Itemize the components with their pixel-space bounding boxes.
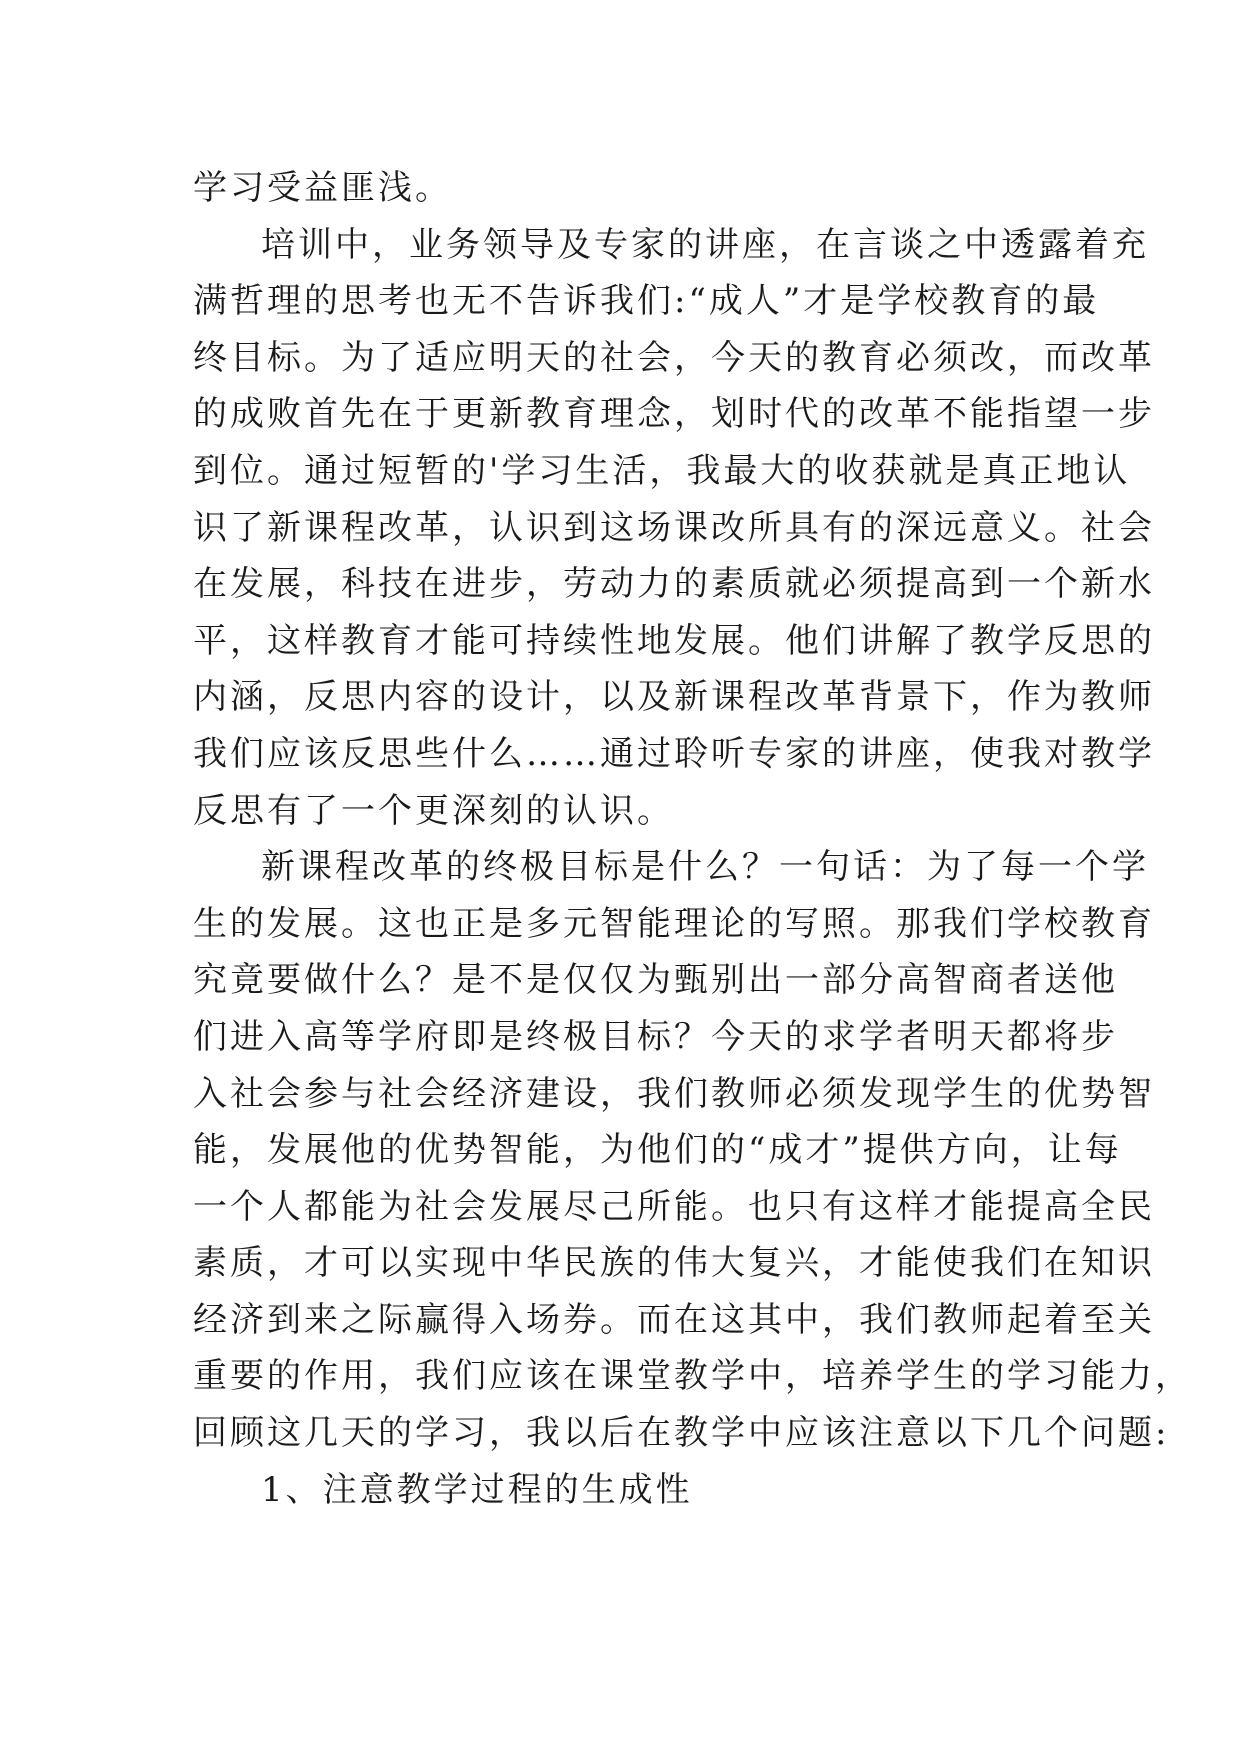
text-line: 反思有了一个更深刻的认识。 xyxy=(193,790,674,831)
text-line: 培训中，业务领导及专家的讲座，在言谈之中透露着充 xyxy=(261,224,1149,265)
text-line: 生的发展。这也正是多元智能理论的写照。那我们学校教育 xyxy=(193,903,1155,944)
paragraph xyxy=(193,839,1192,1462)
text-line: 学习受益匪浅。 xyxy=(193,168,452,208)
text-line: 新课程改革的终极目标是什么？一句话：为了每一个学 xyxy=(261,847,1149,888)
text-line: 究竟要做什么？是不是仅仅为甄别出一部分高智商者送他 xyxy=(193,960,1118,1001)
text-line: 1、注意教学过程的生成性 xyxy=(261,1469,693,1510)
text-line: 素质，才可以实现中华民族的伟大复兴，才能使我们在知识 xyxy=(193,1243,1155,1284)
text-line: 一个人都能为社会发展尽己所能。也只有这样才能提高全民 xyxy=(193,1186,1155,1227)
text-line: 内涵，反思内容的设计，以及新课程改革背景下，作为教师 xyxy=(193,677,1155,718)
text-line: 的成败首先在于更新教育理念，划时代的改革不能指望一步 xyxy=(193,394,1155,435)
text-line: 入社会参与社会经济建设，我们教师必须发现学生的优势智 xyxy=(193,1073,1155,1114)
text-line: 我们应该反思些什么……通过聆听专家的讲座，使我对教学 xyxy=(193,733,1155,774)
text-line: 们进入高等学府即是终极目标？今天的求学者明天都将步 xyxy=(193,1016,1118,1057)
text-line: 到位。通过短暂的'学习生活，我最大的收获就是真正地认 xyxy=(193,450,1131,491)
text-line: 重要的作用，我们应该在课堂教学中，培养学生的学习能力， xyxy=(193,1356,1192,1397)
paragraph xyxy=(193,1462,1053,1519)
text-line: 终目标。为了适应明天的社会，今天的教育必须改，而改革 xyxy=(193,337,1155,378)
text-line: 回顾这几天的学习，我以后在教学中应该注意以下几个问题: xyxy=(193,1413,1170,1454)
text-line: 能，发展他的优势智能，为他们的“成才”提供方向，让每 xyxy=(193,1130,1122,1171)
text-line: 经济到来之际赢得入场券。而在这其中，我们教师起着至关 xyxy=(193,1299,1155,1340)
text-line: 识了新课程改革，认识到这场课改所具有的深远意义。社会 xyxy=(193,507,1155,548)
document-body xyxy=(193,160,1192,1518)
paragraph xyxy=(193,160,1053,217)
text-line: 满哲理的思考也无不告诉我们:“成人”才是学校教育的最 xyxy=(193,281,1100,322)
text-line: 在发展，科技在进步，劳动力的素质就必须提高到一个新水 xyxy=(193,564,1155,605)
text-line: 平，这样教育才能可持续性地发展。他们讲解了教学反思的 xyxy=(193,620,1155,661)
paragraph xyxy=(193,217,1155,840)
